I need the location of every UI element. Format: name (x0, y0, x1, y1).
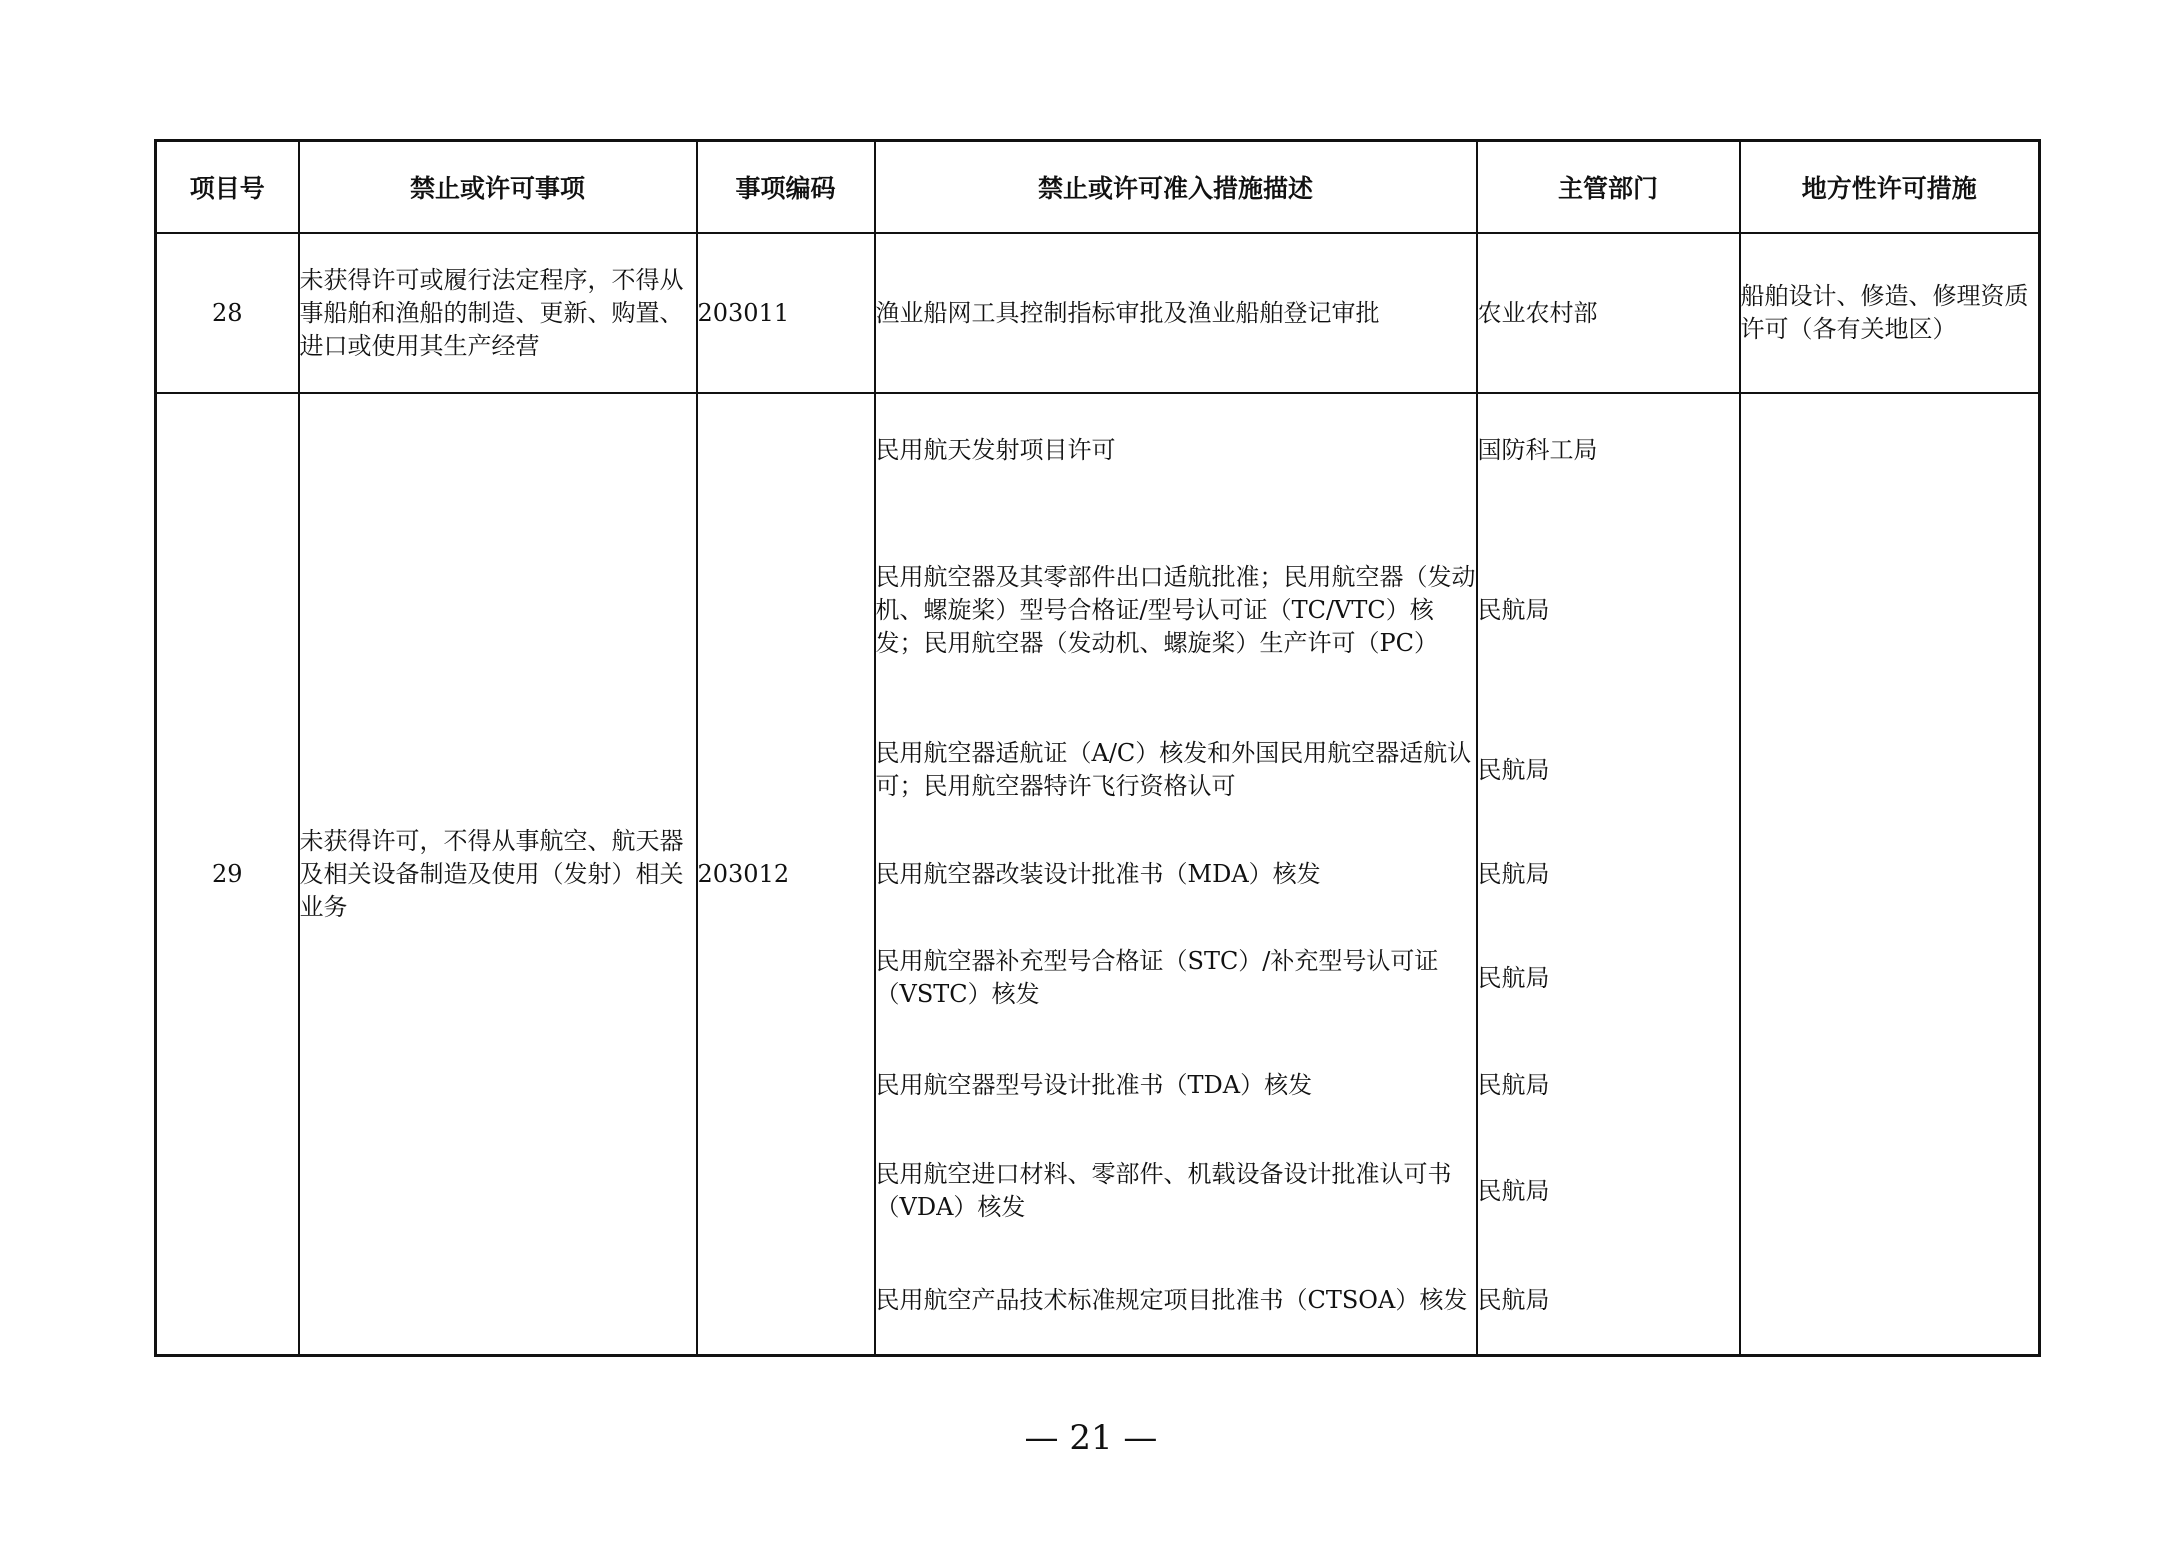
header-code: 事项编码 (697, 141, 875, 234)
department: 民航局 (1477, 1034, 1740, 1136)
item-code: 203011 (697, 233, 875, 393)
header-row (156, 141, 2040, 234)
header-item: 禁止或许可事项 (299, 141, 697, 234)
header-description: 禁止或许可准入措施描述 (875, 141, 1477, 234)
measure-description: 民用航空器改装设计批准书（MDA）核发 (875, 826, 1477, 922)
item-text: 未获得许可或履行法定程序，不得从事船舶和渔船的制造、更新、购置、进口或使用其生产经营 (299, 233, 697, 393)
measure-description: 民用航空器型号设计批准书（TDA）核发 (875, 1034, 1477, 1136)
header-local-measure: 地方性许可措施 (1740, 141, 2040, 234)
department: 民航局 (1477, 714, 1740, 826)
header-department: 主管部门 (1477, 141, 1740, 234)
department: 民航局 (1477, 922, 1740, 1034)
measure-description: 民用航空器及其零部件出口适航批准；民用航空器（发动机、螺旋桨）型号合格证/型号认可证（TC/VTC）核发；民用航空器（发动机、螺旋桨）生产许可（PC） (875, 506, 1477, 714)
measure-description: 民用航空器适航证（A/C）核发和外国民用航空器适航认可；民用航空器特许飞行资格认可 (875, 714, 1477, 826)
item-number: 28 (156, 233, 299, 393)
page-number: — 21 — (1024, 1418, 1158, 1458)
measure-description: 民用航天发射项目许可 (875, 393, 1477, 506)
department: 民航局 (1477, 826, 1740, 922)
item-code: 203012 (697, 393, 875, 1356)
measure-description: 民用航空器补充型号合格证（STC）/补充型号认可证（VSTC）核发 (875, 922, 1477, 1034)
header-item-number: 项目号 (156, 141, 299, 234)
local-measure (1740, 393, 2040, 1356)
permit-table (154, 139, 2041, 1357)
department: 民航局 (1477, 1136, 1740, 1246)
department: 民航局 (1477, 1246, 1740, 1356)
department: 国防科工局 (1477, 393, 1740, 506)
item-text: 未获得许可，不得从事航空、航天器及相关设备制造及使用（发射）相关业务 (299, 393, 697, 1356)
measure-description: 民用航空进口材料、零部件、机载设备设计批准认可书（VDA）核发 (875, 1136, 1477, 1246)
table-row (156, 393, 2040, 506)
measure-description: 渔业船网工具控制指标审批及渔业船舶登记审批 (875, 233, 1477, 393)
item-number: 29 (156, 393, 299, 1356)
department: 农业农村部 (1477, 233, 1740, 393)
department: 民航局 (1477, 506, 1740, 714)
table-row (156, 233, 2040, 393)
local-measure: 船舶设计、修造、修理资质许可（各有关地区） (1740, 233, 2040, 393)
measure-description: 民用航空产品技术标准规定项目批准书（CTSOA）核发 (875, 1246, 1477, 1356)
